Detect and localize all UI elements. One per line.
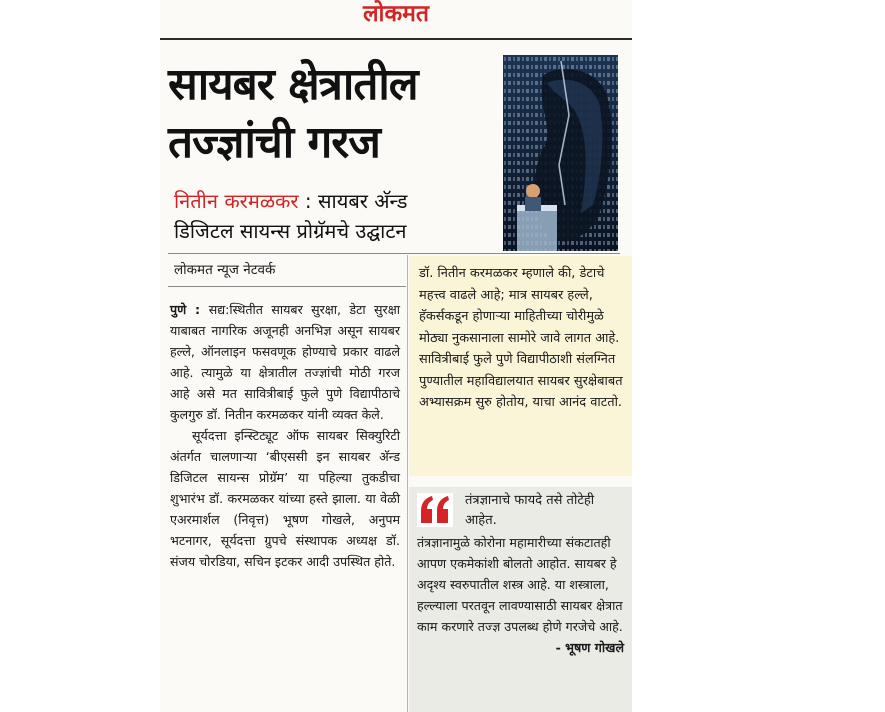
article-body bbox=[170, 299, 400, 572]
newspaper-clipping bbox=[160, 0, 632, 712]
news-network-credit: लोकमत न्यूज नेटवर्क bbox=[174, 262, 276, 278]
dateline: पुणे : bbox=[170, 302, 209, 317]
highlight-text: डॉ. नितीन करमळकर म्हणाले की, डेटाचे महत्त्व वाढले आहे; मात्र सायबर हल्ले, हॅकर्सकडून होणाऱ्या माहितीच्या चोरीमुळे मोठ्या नुकसानाला सामोरे जावे लागत आहे. सावित्रीबाई फुले पुणे विद्यापीठाशी संलग्नित पुण्यातील महाविद्यालयात सायबर सुरक्षेबाबत अभ्यासक्रम सुरु होतोय, याचा आनंद वाटतो. bbox=[419, 266, 623, 410]
double-quote-icon bbox=[417, 493, 453, 527]
headline-line-1: सायबर क्षेत्रातील bbox=[168, 59, 418, 110]
article-photo bbox=[503, 55, 618, 251]
headline bbox=[168, 56, 508, 172]
column-divider bbox=[407, 255, 408, 712]
subheadline-separator: : bbox=[298, 189, 319, 213]
credit-rule bbox=[168, 286, 406, 287]
paragraph-1-text: सद्य:स्थितीत सायबर सुरक्षा, डेटा सुरक्षा याबाबत नागरिक अजूनही अनभिज्ञ असून सायबर हल्ले, ऑनलाइन फसवणूक होण्याचे प्रकार वाढले आहे. त्यामुळे या क्षेत्रातील तज्ज्ञांची मोठी गरज आहे असे मत सावित्रीबाई फुले पुणे विद्यापीठाचे कुलगुरु डॉ. नितीन करमळकर यांनी व्यक्त केले. bbox=[170, 302, 400, 422]
highlight-box bbox=[409, 256, 632, 476]
newspaper-logo: लोकमत bbox=[362, 1, 430, 27]
quote-body-wrap bbox=[417, 532, 624, 655]
subheadline-line-2: डिजिटल सायन्स प्रोग्रॅमचे उद्घाटन bbox=[174, 219, 407, 243]
quote-body-text: तंत्रज्ञानामुळे कोरोना महामारीच्या संकटातही आपण एकमेकांशी बोलतो आहोत. सायबर हे अदृश्य स्वरुपातील शस्त्र आहे. या शस्त्राला, हल्ल्याला परतवून लावण्यासाठी सायबर क्षेत्रात काम करणारे तज्ज्ञ उपलब्ध होणे गरजेचे आहे. bbox=[417, 535, 623, 634]
headline-line-2: तज्ज्ञांची गरज bbox=[168, 117, 380, 168]
section-rule bbox=[168, 253, 620, 254]
subheadline bbox=[174, 186, 504, 246]
masthead-rule bbox=[160, 38, 632, 40]
subheadline-topic: सायबर अ‍ॅन्ड bbox=[318, 189, 408, 213]
article-paragraph-1 bbox=[170, 299, 400, 425]
subheadline-line-1 bbox=[174, 186, 504, 216]
subheadline-name: नितीन करमळकर bbox=[174, 189, 299, 213]
quote-lead-text: तंत्रज्ञानाचे फायदे तसे तोटेही आहेत. bbox=[465, 493, 595, 528]
article-paragraph-2: सूर्यदत्ता इन्स्टिट्यूट ऑफ सायबर सिक्युरिटी अंतर्गत चालणाऱ्या ‘बीएससी इन सायबर अ‍ॅन्ड डिजिटल सायन्स प्रोग्रॅम’ या पहिल्या तुकडीचा शुभारंभ डॉ. करमळकर यांच्या हस्ते झाला. या वेळी एअरमार्शल (निवृत्त) भूषण गोखले, अनुपम भटनागर, सूर्यदत्ता ग्रुपचे संस्थापक अध्यक्ष डॉ. संजय चोरडिया, सचिन इटकर आदी उपस्थित होते. bbox=[170, 428, 400, 569]
masthead bbox=[160, 0, 632, 38]
quote-author: - भूषण गोखले bbox=[555, 640, 624, 655]
quote-box bbox=[409, 487, 632, 712]
cyber-hacker-illustration bbox=[503, 55, 618, 251]
